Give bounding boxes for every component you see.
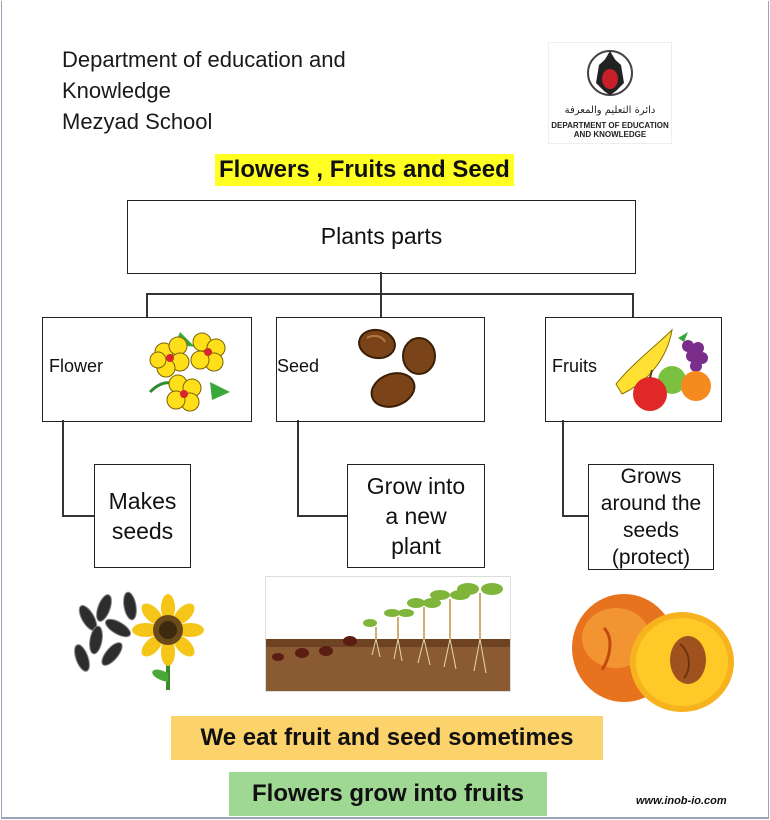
fruits-description-line-3: seeds [622,519,680,542]
fruits-description-line-4: (protect) [611,546,691,569]
connector-root-down [380,272,382,294]
sunflower-photo [68,578,212,690]
connector-flower-desc-h [62,515,94,517]
school-header [62,44,346,137]
seed-description-line-3: plant [391,533,441,559]
falcon-emblem-icon [549,43,671,105]
seed-description-line-1: Grow into [366,473,466,499]
fruits-description [588,464,714,570]
category-fruits-label: Fruits [552,356,597,376]
category-flower-label: Flower [49,356,104,376]
connector-seed-desc-v [297,420,299,516]
seed-description [347,464,485,568]
connector-seed-desc-h [297,515,347,517]
fruit-illustration [612,324,717,416]
connector-flower [146,293,148,317]
watermark: www.inob-io.com [636,795,727,807]
logo-arabic-text: دائرة التعليم والمعرفة [564,105,656,116]
connector-fruits [632,293,634,317]
logo-english-line-1: DEPARTMENT OF EDUCATION [551,121,669,130]
flower-description-line-2: seeds [111,518,174,544]
fruits-description-line-2: around the [600,492,702,515]
logo-english-text [549,121,671,139]
header-line-3: Mezyad School [62,109,213,134]
category-seed-label: Seed [277,356,320,376]
connector-fruits-desc-v [562,420,564,516]
germination-photo [265,576,511,692]
peach-photo [564,578,742,726]
root-node [127,200,636,274]
flower-description-line-1: Makes [108,488,177,514]
seed-description-line-2: a new [385,503,447,529]
header-line-1: Department of education and [62,47,346,72]
root-node-label: Plants parts [320,223,443,249]
seed-illustration [353,322,443,416]
header-line-2: Knowledge [62,78,171,103]
logo-english-line-2: AND KNOWLEDGE [573,130,647,139]
banner-eat: We eat fruit and seed sometimes [171,716,603,760]
page-title: Flowers , Fruits and Seed [215,154,514,186]
connector-seed [380,293,382,317]
connector-fruits-desc-h [562,515,588,517]
connector-horizontal [146,293,634,295]
banner-grow: Flowers grow into fruits [229,772,547,816]
fruits-description-line-1: Grows [620,465,682,488]
flower-illustration [140,322,234,416]
flower-description [94,464,191,568]
department-logo [548,42,672,144]
connector-flower-desc-v [62,420,64,516]
